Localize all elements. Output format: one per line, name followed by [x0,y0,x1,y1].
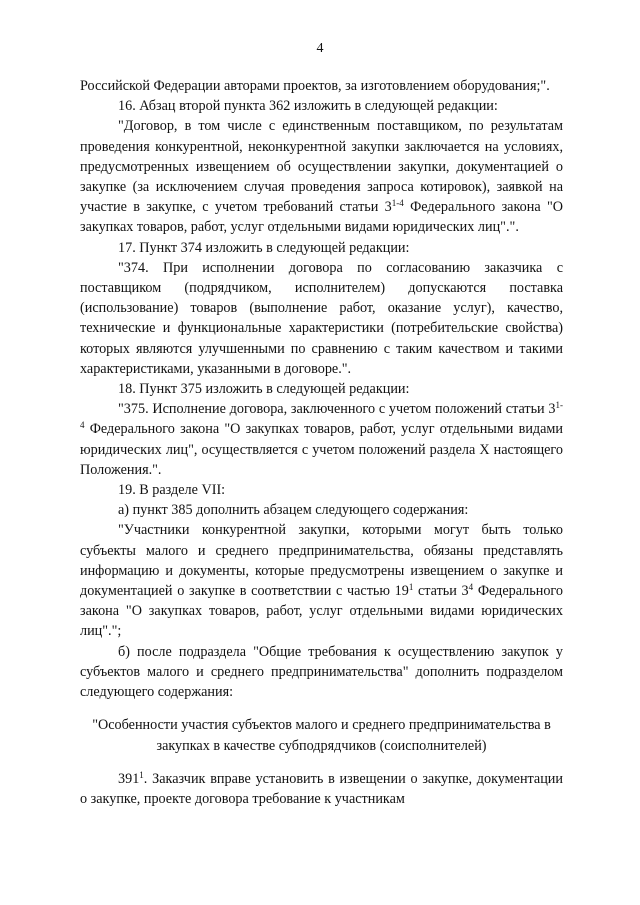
text-segment: . Заказчик вправе установить в извещении о закупке, документации о закупке, проекте договора требование к участникам [80,770,563,807]
superscript: 1 [139,769,144,780]
paragraph-contract-terms [80,116,563,237]
text-segment: "Договор, в том числе с единственным поставщиком, по результатам проведения конкурентной, неконкурентной закупки заключается на условиях, предусмотренных извещением об осуществлении закупки, документацией о закупке (за исключением случая проведения запроса котировок), заявкой на участие в закупке, с учетом требований статьи 3 [80,118,563,216]
text-segment: "375. Исполнение договора, заключенного с учетом положений статьи 3 [118,401,556,418]
superscript: 4 [468,582,474,593]
paragraph-375 [80,399,563,480]
superscript: 1-4 [80,400,563,431]
paragraph-item-19: 19. В разделе VII: [118,482,226,499]
text-segment: Федерального закона "О закупках товаров, работ, услуг отдельными видами юридических лиц", осуществляется с учетом положений раздела X настоящего Положения.". [80,421,563,478]
paragraph-item-b: б) после подраздела "Общие требования к осуществлению закупок у субъектов малого и среднего предпринимательства" дополнить подразделом следующего содержания: [80,643,563,701]
text-segment: "Участники конкурентной закупки, которыми могут быть только субъекты малого и среднего предпринимательства, обязаны представлять информацию и документы, которые предусмотрены извещением о закупке и документацией о закупке в соответствии с частью 19 [80,522,563,600]
paragraph-374: "374. При исполнении договора по согласованию заказчика с поставщиком (подрядчиком, исполнителем) допускаются поставка (использование) товаров (выполнение работ, оказание услуг), качество, технические и функциональные характеристики (потребительские свойства) которых являются улучшенными по сравнению с таким качеством и такими характеристиками, указанными в договоре.". [80,259,563,377]
paragraph-item-a: а) пункт 385 дополнить абзацем следующего содержания: [118,502,469,519]
text-segment: 391 [118,770,140,787]
paragraph-item-18: 18. Пункт 375 изложить в следующей редакции: [118,381,410,398]
superscript: 1-4 [391,198,404,209]
document-body [80,76,563,809]
paragraph-391-1 [80,769,563,809]
paragraph-continuation: Российской Федерации авторами проектов, за изготовлением оборудования;". [80,78,550,94]
paragraph-item-17: 17. Пункт 374 изложить в следующей редакции: [118,239,410,256]
page-number: 4 [316,41,324,56]
text-segment: статьи 3 [413,583,469,600]
paragraph-participants [80,520,563,641]
text-segment: Федерального закона "О закупках товаров, работ, услуг отдельными видами юридических лиц".". [80,199,563,236]
subsection-heading: "Особенности участия субъектов малого и среднего предпринимательства в закупках в качестве субподрядчиков (соисполнителей) [92,717,551,754]
text-segment: Федерального закона "О закупках товаров, работ, услуг отдельными видами юридических лиц"."; [80,583,563,640]
superscript: 1 [408,582,414,593]
paragraph-item-16: 16. Абзац второй пункта 362 изложить в следующей редакции: [118,98,498,115]
